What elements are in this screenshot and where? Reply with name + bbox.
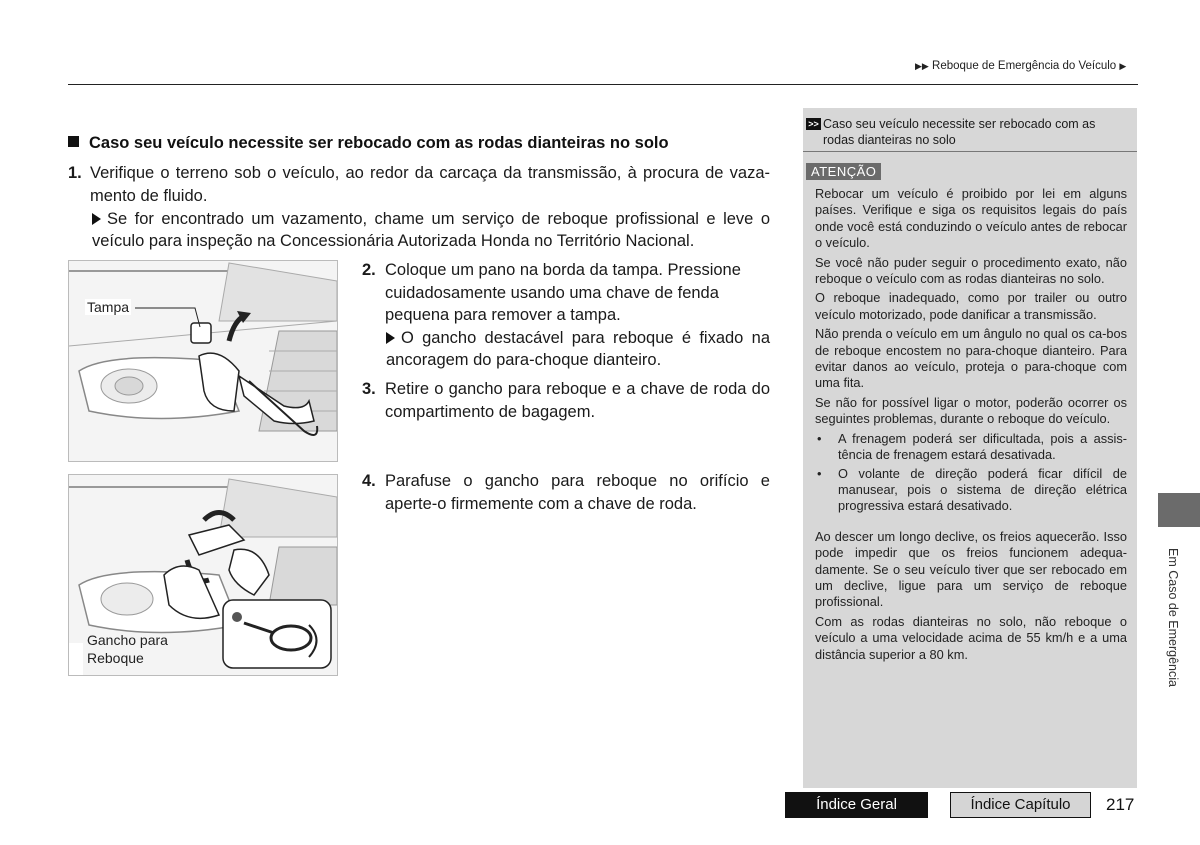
step-number: 4.: [362, 472, 376, 490]
sidebar-bullet-list: [815, 431, 1127, 515]
header-divider: [68, 84, 1138, 85]
step-number: 1.: [68, 164, 82, 182]
general-index-button[interactable]: Índice Geral: [785, 792, 928, 818]
leader-line: [135, 301, 215, 331]
sidebar-body: [815, 186, 1127, 666]
sidebar-paragraph: O reboque inadequado, como por trailer ou outro veículo motorizado, pode danificar a transmissão.: [815, 290, 1127, 322]
label-cover: Tampa: [87, 299, 130, 315]
step-number: 2.: [362, 261, 376, 279]
step-text: Coloque um pano na borda da tampa. Pressione cuidadosamente usando uma chave de fenda pequena para remover a tampa.: [385, 261, 741, 324]
step-1: [68, 162, 770, 207]
label-line-2: Reboque: [87, 650, 144, 666]
sidebar-paragraph: Não prenda o veículo em um ângulo no qual os ca-bos de reboque encostem no para-choque dianteiro. Para evitar danos ao veículo, proteja o para-choque com uma fita.: [815, 326, 1127, 391]
double-arrow-icon: ▶▶: [915, 61, 929, 71]
note-text: O gancho destacável para reboque é fixado na ancoragem do para-choque dianteiro.: [386, 329, 770, 369]
step-3: [362, 378, 770, 423]
warning-tag: ATENÇÃO: [806, 163, 881, 180]
step-text: Verifique o terreno sob o veículo, ao redor da carcaça da transmissão, à procura de vaza-mento de fluido.: [90, 164, 770, 205]
step-text: Retire o gancho para reboque e a chave de roda do compartimento de bagagem.: [385, 380, 770, 421]
step-4: [362, 470, 770, 515]
triangle-bullet-icon: [386, 332, 395, 344]
sidebar-paragraph: Se não for possível ligar o motor, poderão ocorrer os seguintes problemas, durante o reboque do veículo.: [815, 394, 1127, 427]
figure-remove-cover: [68, 260, 338, 462]
page-number: 217: [1106, 795, 1135, 814]
chapter-tab-marker[interactable]: [1158, 493, 1200, 527]
list-item: • O volante de direção poderá ficar difícil de manusear, pois o sistema de direção elétrica progressiva estará desativado.: [815, 466, 1127, 515]
breadcrumb: [915, 60, 1126, 72]
arrow-right-icon: ▶: [1119, 61, 1127, 71]
sidebar-paragraph: Se você não puder seguir o procedimento exato, não reboque o veículo com as rodas dianteiras no solo.: [815, 254, 1127, 287]
label-line-1: Gancho para: [87, 632, 168, 648]
bumper-cover-illustration: [69, 261, 337, 461]
chapter-tab-label: [1158, 548, 1188, 698]
breadcrumb-label: Reboque de Emergência do Veículo: [932, 60, 1117, 72]
heading-text: Caso seu veículo necessite ser rebocado com as rodas dianteiras no solo: [89, 134, 669, 152]
step-2: [362, 259, 770, 327]
step-1-note: [92, 208, 770, 252]
sidebar-divider: [803, 151, 1137, 152]
step-2-note: [386, 327, 770, 371]
list-item: • A frenagem poderá ser dificultada, pois a assis-tência de frenagem estará desativada.: [815, 431, 1127, 464]
sidebar-header: [803, 116, 1137, 148]
sidebar-paragraph: Com as rodas dianteiras no solo, não reboque o veículo a uma velocidade acima de 55 km/h e a uma distância superior a 80 km.: [815, 613, 1127, 662]
section-heading: [68, 134, 669, 153]
chapter-index-button[interactable]: Índice Capítulo: [950, 792, 1091, 818]
label-tow-hook: [87, 631, 168, 667]
triangle-bullet-icon: [92, 213, 101, 225]
step-number: 3.: [362, 380, 376, 398]
sidebar-paragraph: Ao descer um longo declive, os freios aquecerão. Isso pode impedir que os freios funcionem adequa-damente. Se o seu veículo tiver que ser rebocado em um declive, ligue para um serviço de reboque profissional.: [815, 528, 1127, 610]
square-bullet-icon: [68, 136, 79, 147]
sidebar-paragraph: Rebocar um veículo é proibido por lei em alguns países. Verifique e siga os requisitos legais do país onde você está conduzindo o veículo antes de rebocar o veículo.: [815, 186, 1127, 251]
sidebar-header-text: Caso seu veículo necessite ser rebocado com as rodas dianteiras no solo: [823, 117, 1096, 147]
reference-arrow-icon: >>: [806, 118, 821, 130]
figure-attach-hook: [68, 474, 338, 676]
chapter-tab-text: Em Caso de Emergência: [1166, 548, 1180, 687]
note-text: Se for encontrado um vazamento, chame um serviço de reboque profissional e leve o veículo para inspeção na Concessionária Autorizada Honda no Território Nacional.: [92, 210, 770, 250]
step-text: Parafuse o gancho para reboque no orifício e aperte-o firmemente com a chave de roda.: [385, 472, 770, 513]
